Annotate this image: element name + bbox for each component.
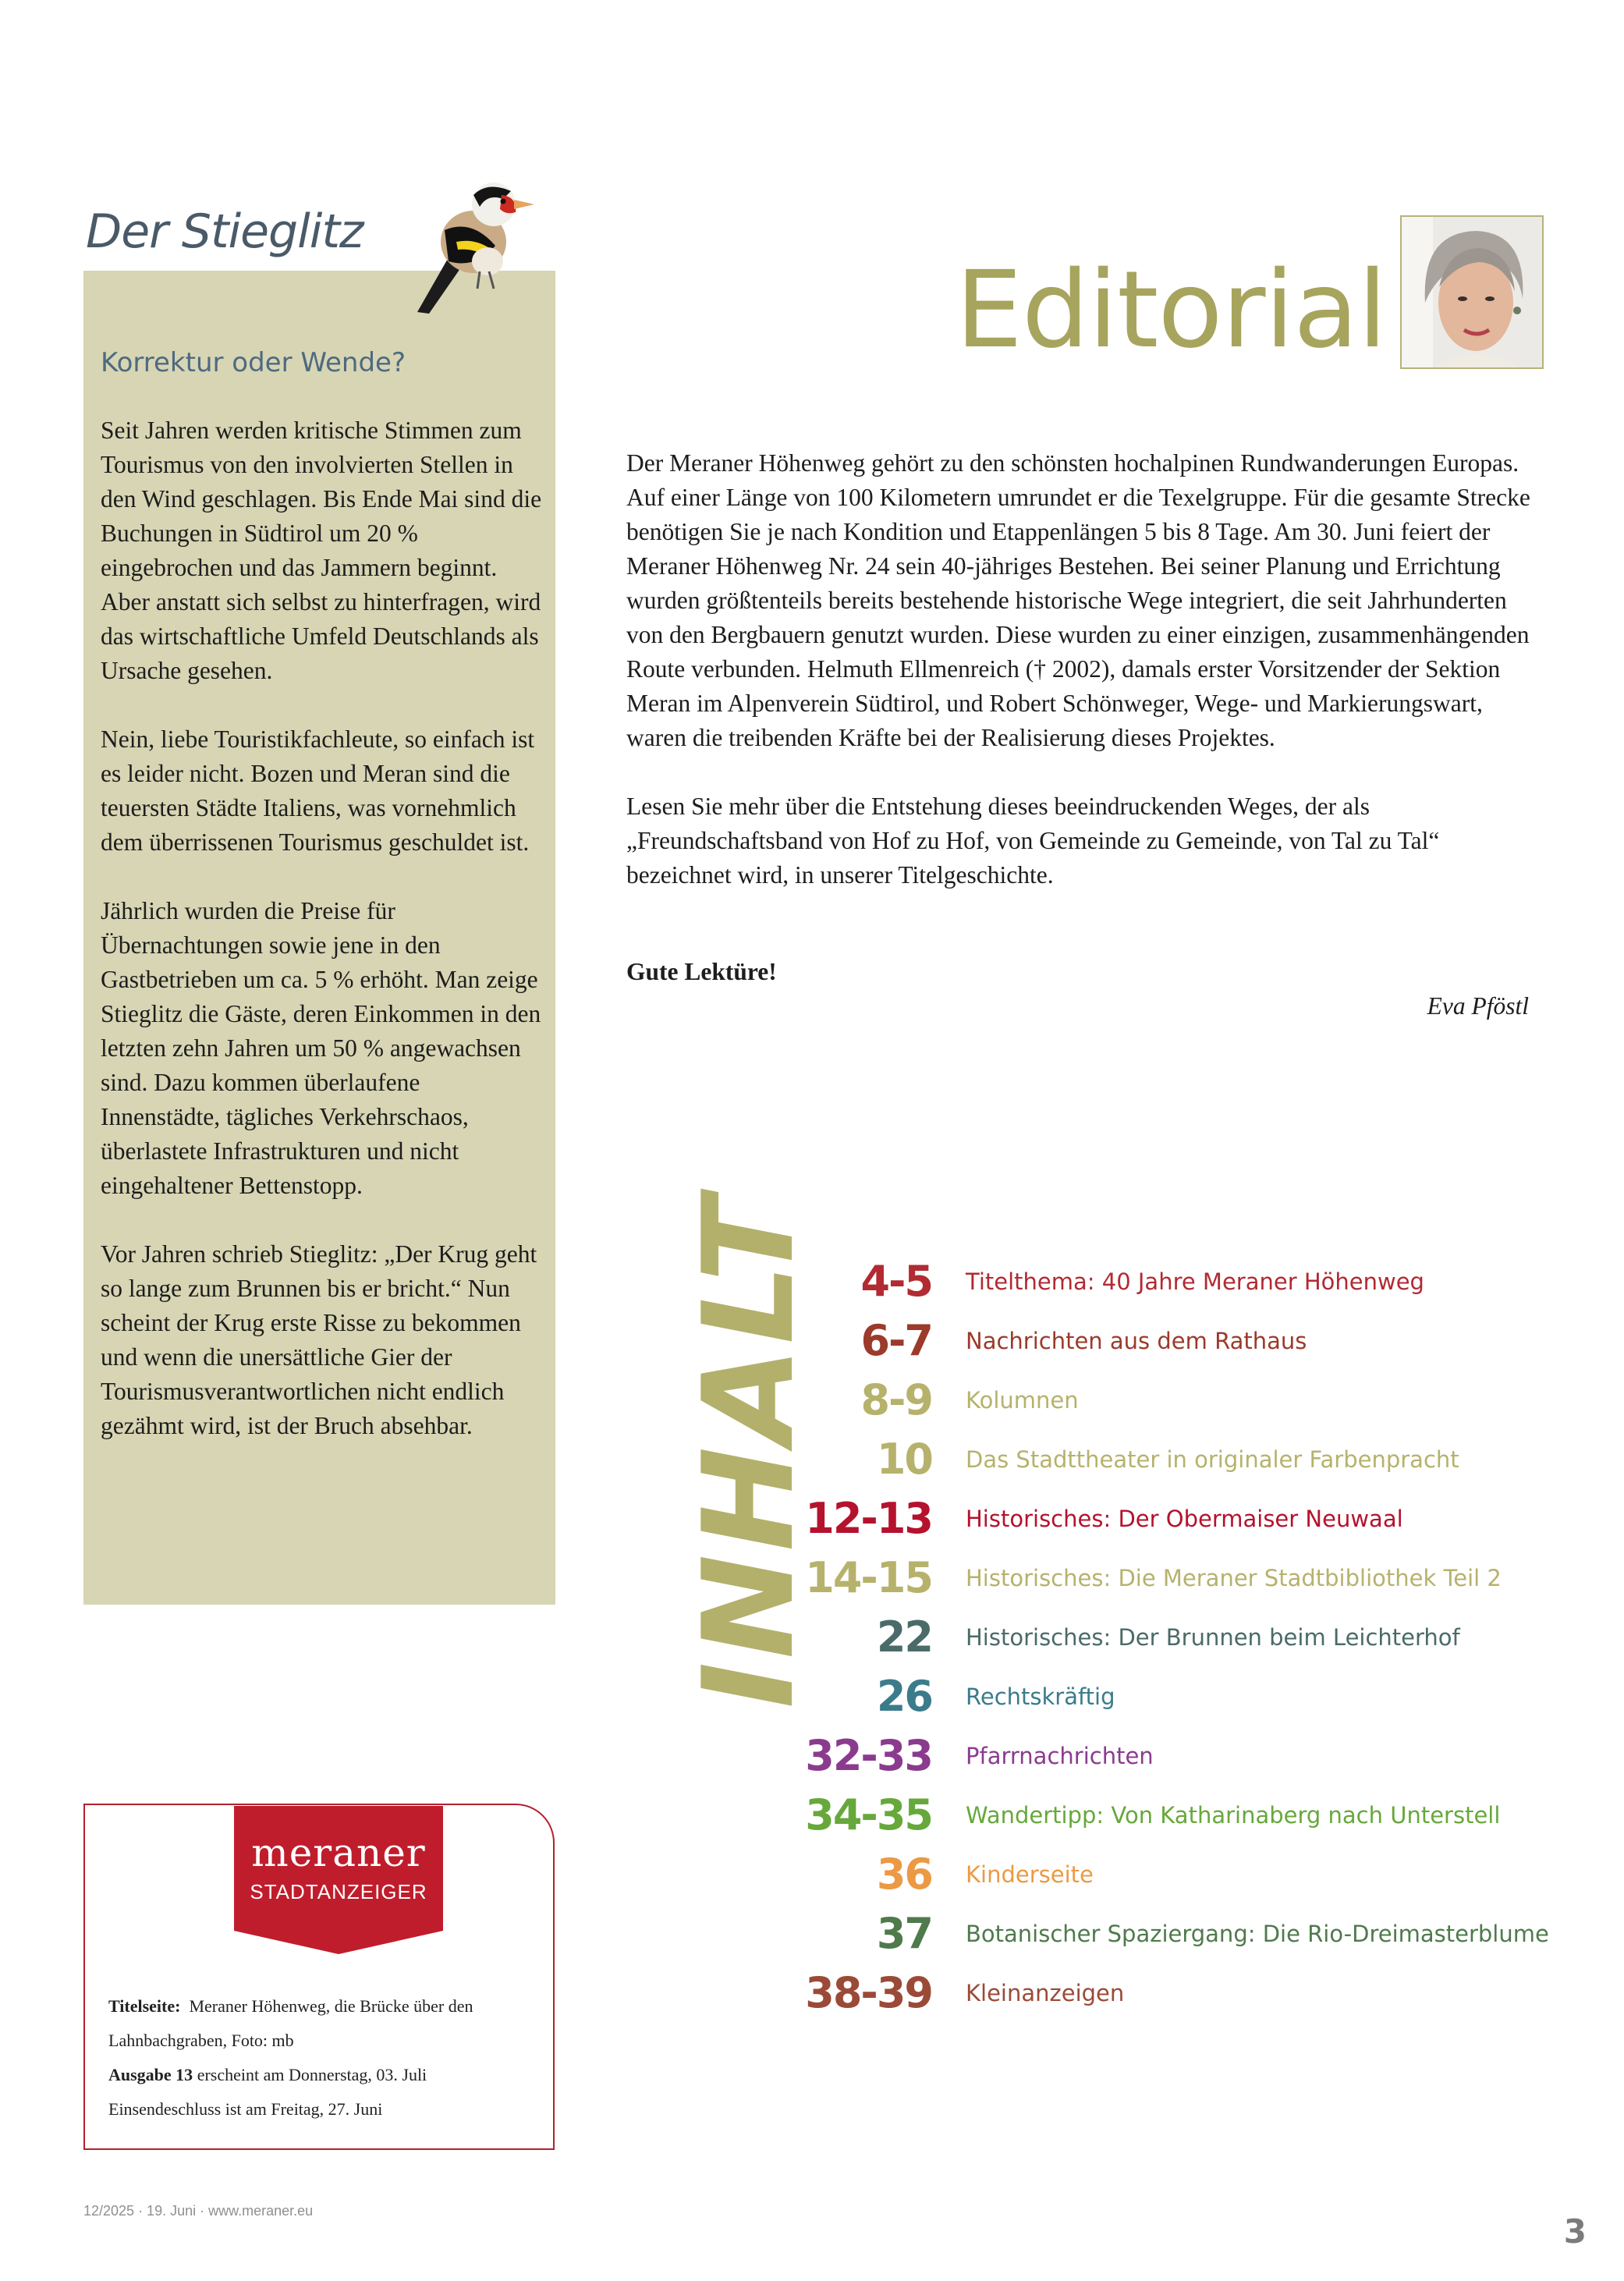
toc-item[interactable] [780, 1258, 1544, 1318]
cover-label: Titelseite: [108, 1996, 181, 2016]
stieglitz-subtitle: Korrektur oder Wende? [101, 347, 406, 378]
cover-text: Meraner Höhenweg, die Brücke über den Lahnbachgraben, Foto: mb [108, 1996, 473, 2050]
toc-page-number: 26 [876, 1672, 932, 1721]
toc-title: Historisches: Der Brunnen beim Leichterhof [966, 1624, 1460, 1651]
toc-title: Wandertipp: Von Katharinaberg nach Unterstell [966, 1802, 1501, 1829]
toc-title: Historisches: Die Meraner Stadtbibliothek Teil 2 [966, 1565, 1502, 1591]
toc-item[interactable] [780, 1792, 1544, 1851]
toc-item[interactable] [780, 1733, 1544, 1792]
table-of-contents [780, 1257, 1549, 2029]
toc-title: Kolumnen [966, 1387, 1079, 1414]
stieglitz-paragraph: Seit Jahren werden kritische Stimmen zum Tourismus von den involvierten Stellen in den Wind geschlagen. Bis Ende Mai sind die Buchungen in Südtirol um 20 % eingebrochen und das Jammern beginnt. Aber anstatt sich selbst zu hinterfragen, wird das wirtschaftliche Umfeld Deutschlands als Ursache gesehen. [101, 417, 542, 684]
issue-line [108, 2058, 545, 2092]
toc-title: Pfarrnachrichten [966, 1743, 1154, 1769]
toc-page-number: 12-13 [805, 1494, 932, 1543]
footer-text: 12/2025 · 19. Juni · www.meraner.eu [83, 2203, 314, 2219]
stieglitz-body [101, 413, 545, 1478]
toc-page-number: 6-7 [860, 1316, 932, 1365]
stieglitz-paragraph: Nein, liebe Touristikfachleute, so einfach ist es leider nicht. Bozen und Meran sind die teuersten Städte Italiens, was vornehmlich dem überrissenen Tourismus geschuldet ist. [101, 725, 535, 856]
toc-page-number: 14-15 [805, 1553, 932, 1602]
toc-item[interactable] [780, 1555, 1544, 1614]
page-number: 3 [1563, 2212, 1587, 2251]
masthead-info [108, 1989, 545, 2127]
toc-item[interactable] [780, 1673, 1544, 1733]
logo-subtitle: STADTANZEIGER [250, 1880, 427, 1903]
toc-item[interactable] [780, 1851, 1544, 1910]
issue-label: Ausgabe 13 [108, 2065, 193, 2084]
toc-title: Rechtskräftig [966, 1683, 1115, 1710]
toc-title: Nachrichten aus dem Rathaus [966, 1328, 1307, 1354]
portrait-image [1402, 217, 1542, 367]
issue-text: erscheint am Donnerstag, 03. Juli [197, 2065, 427, 2084]
cover-line [108, 1989, 545, 2058]
toc-title: Das Stadttheater in originaler Farbenpracht [966, 1446, 1459, 1473]
toc-title: Historisches: Der Obermaiser Neuwaal [966, 1506, 1403, 1532]
editorial-paragraph: Lesen Sie mehr über die Entstehung dieses beeindruckenden Weges, der als „Freundschaftsband von Hof zu Hof, von Gemeinde zu Gemeinde, von Tal zu Tal“ bezeichnet wird, in unserer Titelgeschichte. [626, 793, 1440, 889]
editorial-title: Editorial [956, 249, 1387, 372]
toc-page-number: 37 [876, 1909, 932, 1958]
inhalt-heading: INHALT [675, 1194, 821, 1708]
author-portrait [1400, 215, 1544, 369]
toc-page-number: 38-39 [805, 1968, 932, 2017]
toc-title: Kinderseite [966, 1861, 1094, 1888]
toc-item[interactable] [780, 1614, 1544, 1673]
editorial-author: Eva Pföstl [1427, 992, 1529, 1020]
toc-item[interactable] [780, 1318, 1544, 1377]
toc-page-number: 22 [876, 1612, 932, 1662]
toc-page-number: 8-9 [860, 1375, 932, 1424]
toc-page-number: 34-35 [805, 1790, 932, 1839]
goldfinch-icon [402, 164, 542, 320]
stieglitz-paragraph: Jährlich wurden die Preise für Übernachtungen sowie jene in den Gastbetrieben um ca. 5 % erhöht. Man zeige Stieglitz die Gäste, deren Einkommen in den letzten zehn Jahren um 50 % angewachsen sind. Dazu kommen überlaufene Innenstädte, tägliches Verkehrschaos, überlastete Infrastrukturen und nicht eingehaltener Bettenstopp. [101, 897, 541, 1199]
stieglitz-title: Der Stieglitz [86, 204, 363, 259]
toc-title: Botanischer Spaziergang: Die Rio-Dreimasterblume [966, 1921, 1549, 1947]
toc-page-number: 10 [876, 1435, 932, 1484]
toc-page-number: 4-5 [860, 1257, 932, 1306]
toc-item[interactable] [780, 1377, 1544, 1436]
toc-item[interactable] [780, 1436, 1544, 1495]
toc-page-number: 32-33 [805, 1731, 932, 1780]
toc-item[interactable] [780, 1909, 1549, 1970]
editorial-body [626, 446, 1547, 927]
toc-page-number: 36 [876, 1850, 932, 1899]
toc-item[interactable] [780, 1970, 1544, 2029]
deadline-line: Einsendeschluss ist am Freitag, 27. Juni [108, 2099, 383, 2119]
logo-name: meraner [251, 1830, 426, 1875]
toc-title: Titelthema: 40 Jahre Meraner Höhenweg [966, 1268, 1424, 1295]
editorial-closing: Gute Lektüre! [626, 958, 777, 985]
toc-item[interactable] [780, 1495, 1544, 1555]
stieglitz-paragraph: Vor Jahren schrieb Stieglitz: „Der Krug geht so lange zum Brunnen bis er bricht.“ Nun scheint der Krug erste Risse zu bekommen und wenn die unersättliche Gier der Tourismusverantwortlichen nicht endlich gezähmt wird, ist der Bruch absehbar. [101, 1240, 537, 1439]
toc-title: Kleinanzeigen [966, 1980, 1125, 2006]
editorial-paragraph: Der Meraner Höhenweg gehört zu den schönsten hochalpinen Rundwanderungen Europas. Auf einer Länge von 100 Kilometern umrundet er die Texelgruppe. Für die gesamte Strecke benötigen Sie je nach Kondition und Etappenlängen 5 bis 8 Tage. Am 30. Juni feiert der Meraner Höhenweg Nr. 24 sein 40-jähriges Bestehen. Bei seiner Planung und Errichtung wurden größtenteils bereits bestehende historische Wege integriert, die seit Jahrhunderten von den Bergbauern genutzt wurden. Diese wurden zu einer einzigen, zusammenhängenden Route verbunden. Helmuth Ellmenreich († 2002), damals erster Vorsitzender der Sektion Meran im Alpenverein Südtirol, und Robert Schönweger, Wege- und Markierungswart, waren die treibenden Kräfte bei der Realisierung dieses Projektes. [626, 449, 1530, 751]
